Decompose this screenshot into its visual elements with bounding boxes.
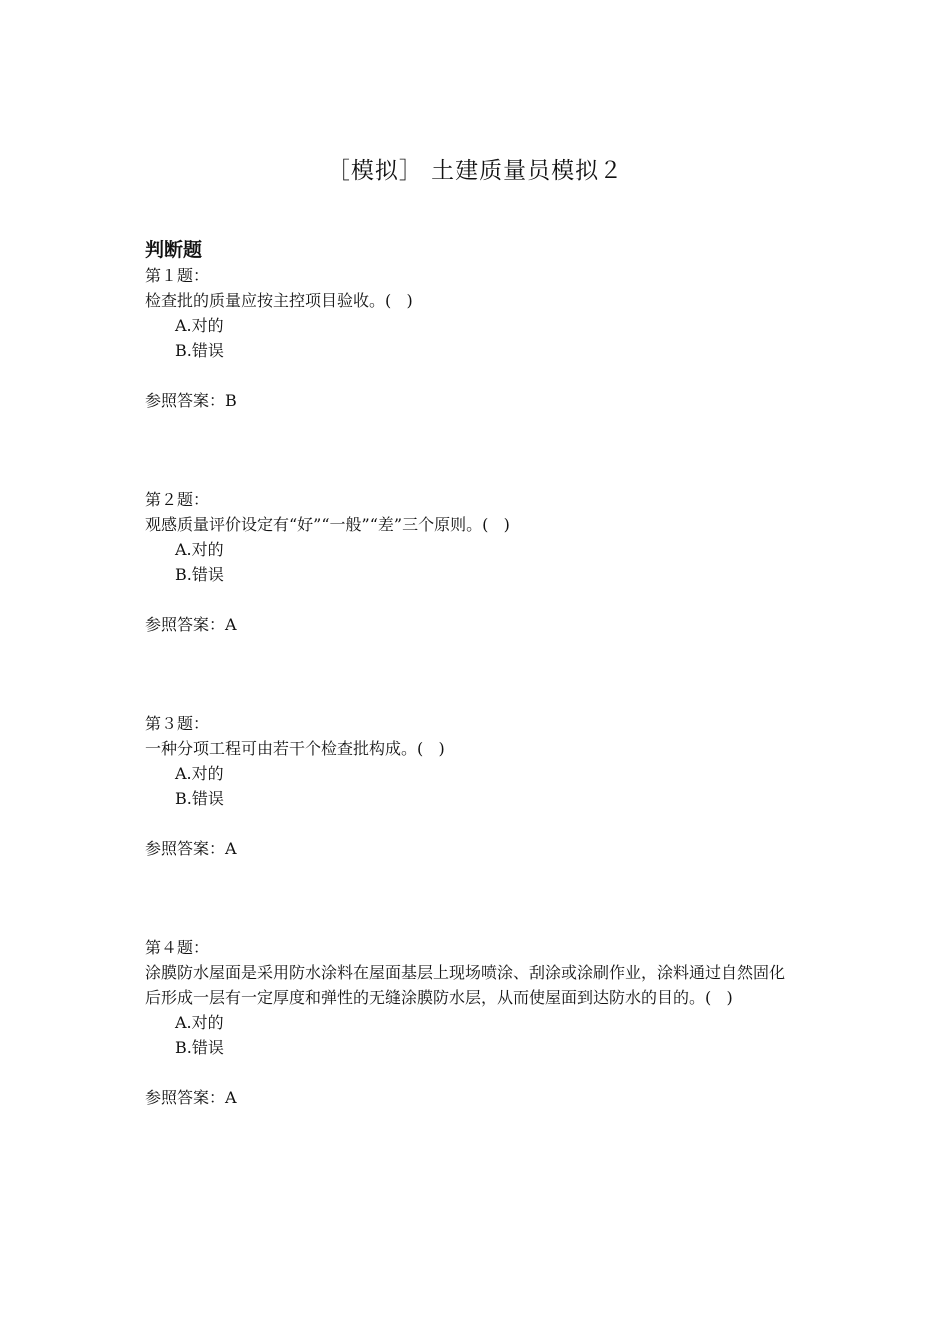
reference-answer: [145, 612, 805, 637]
reference-answer: [145, 1085, 805, 1110]
option-a: A.对的: [175, 1013, 224, 1032]
answer-value: A: [225, 839, 237, 858]
question-label: 第２题：: [145, 490, 210, 509]
question-text: 观感质量评价设定有“好”“一般”“差”三个原则。( ): [145, 515, 510, 534]
answer-prefix: 参照答案：: [145, 839, 226, 858]
option-b: B.错误: [175, 565, 224, 584]
question-text: 检查批的质量应按主控项目验收。( ): [145, 291, 413, 310]
question-label: 第１题：: [145, 266, 210, 285]
question-text: 一种分项工程可由若干个检查批构成。( ): [145, 739, 445, 758]
answer-prefix: 参照答案：: [145, 391, 226, 410]
question-4: [145, 935, 805, 1110]
answer-value: B: [225, 391, 237, 410]
question-label: 第３题：: [145, 714, 210, 733]
question-text: 涂膜防水屋面是采用防水涂料在屋面基层上现场喷涂、刮涂或涂刷作业，涂料通过自然固化后形成一层有一定厚度和弹性的无缝涂膜防水层，从而使屋面到达防水的目的。( ): [145, 963, 786, 1007]
question-1: [145, 263, 805, 413]
option-b: B.错误: [175, 1038, 224, 1057]
answer-value: A: [225, 615, 237, 634]
option-a: A.对的: [175, 764, 224, 783]
answer-value: A: [225, 1088, 237, 1107]
option-b: B.错误: [175, 341, 224, 360]
question-label: 第４题：: [145, 938, 210, 957]
reference-answer: [145, 388, 805, 413]
document-title: ［模拟］ 土建质量员模拟２: [326, 158, 624, 184]
question-3: [145, 711, 805, 861]
option-a: A.对的: [175, 316, 224, 335]
question-2: [145, 487, 805, 637]
reference-answer: [145, 836, 805, 861]
answer-prefix: 参照答案：: [145, 615, 226, 634]
option-a: A.对的: [175, 540, 224, 559]
answer-prefix: 参照答案：: [145, 1088, 226, 1107]
section-heading: 判断题: [145, 239, 203, 261]
option-b: B.错误: [175, 789, 224, 808]
